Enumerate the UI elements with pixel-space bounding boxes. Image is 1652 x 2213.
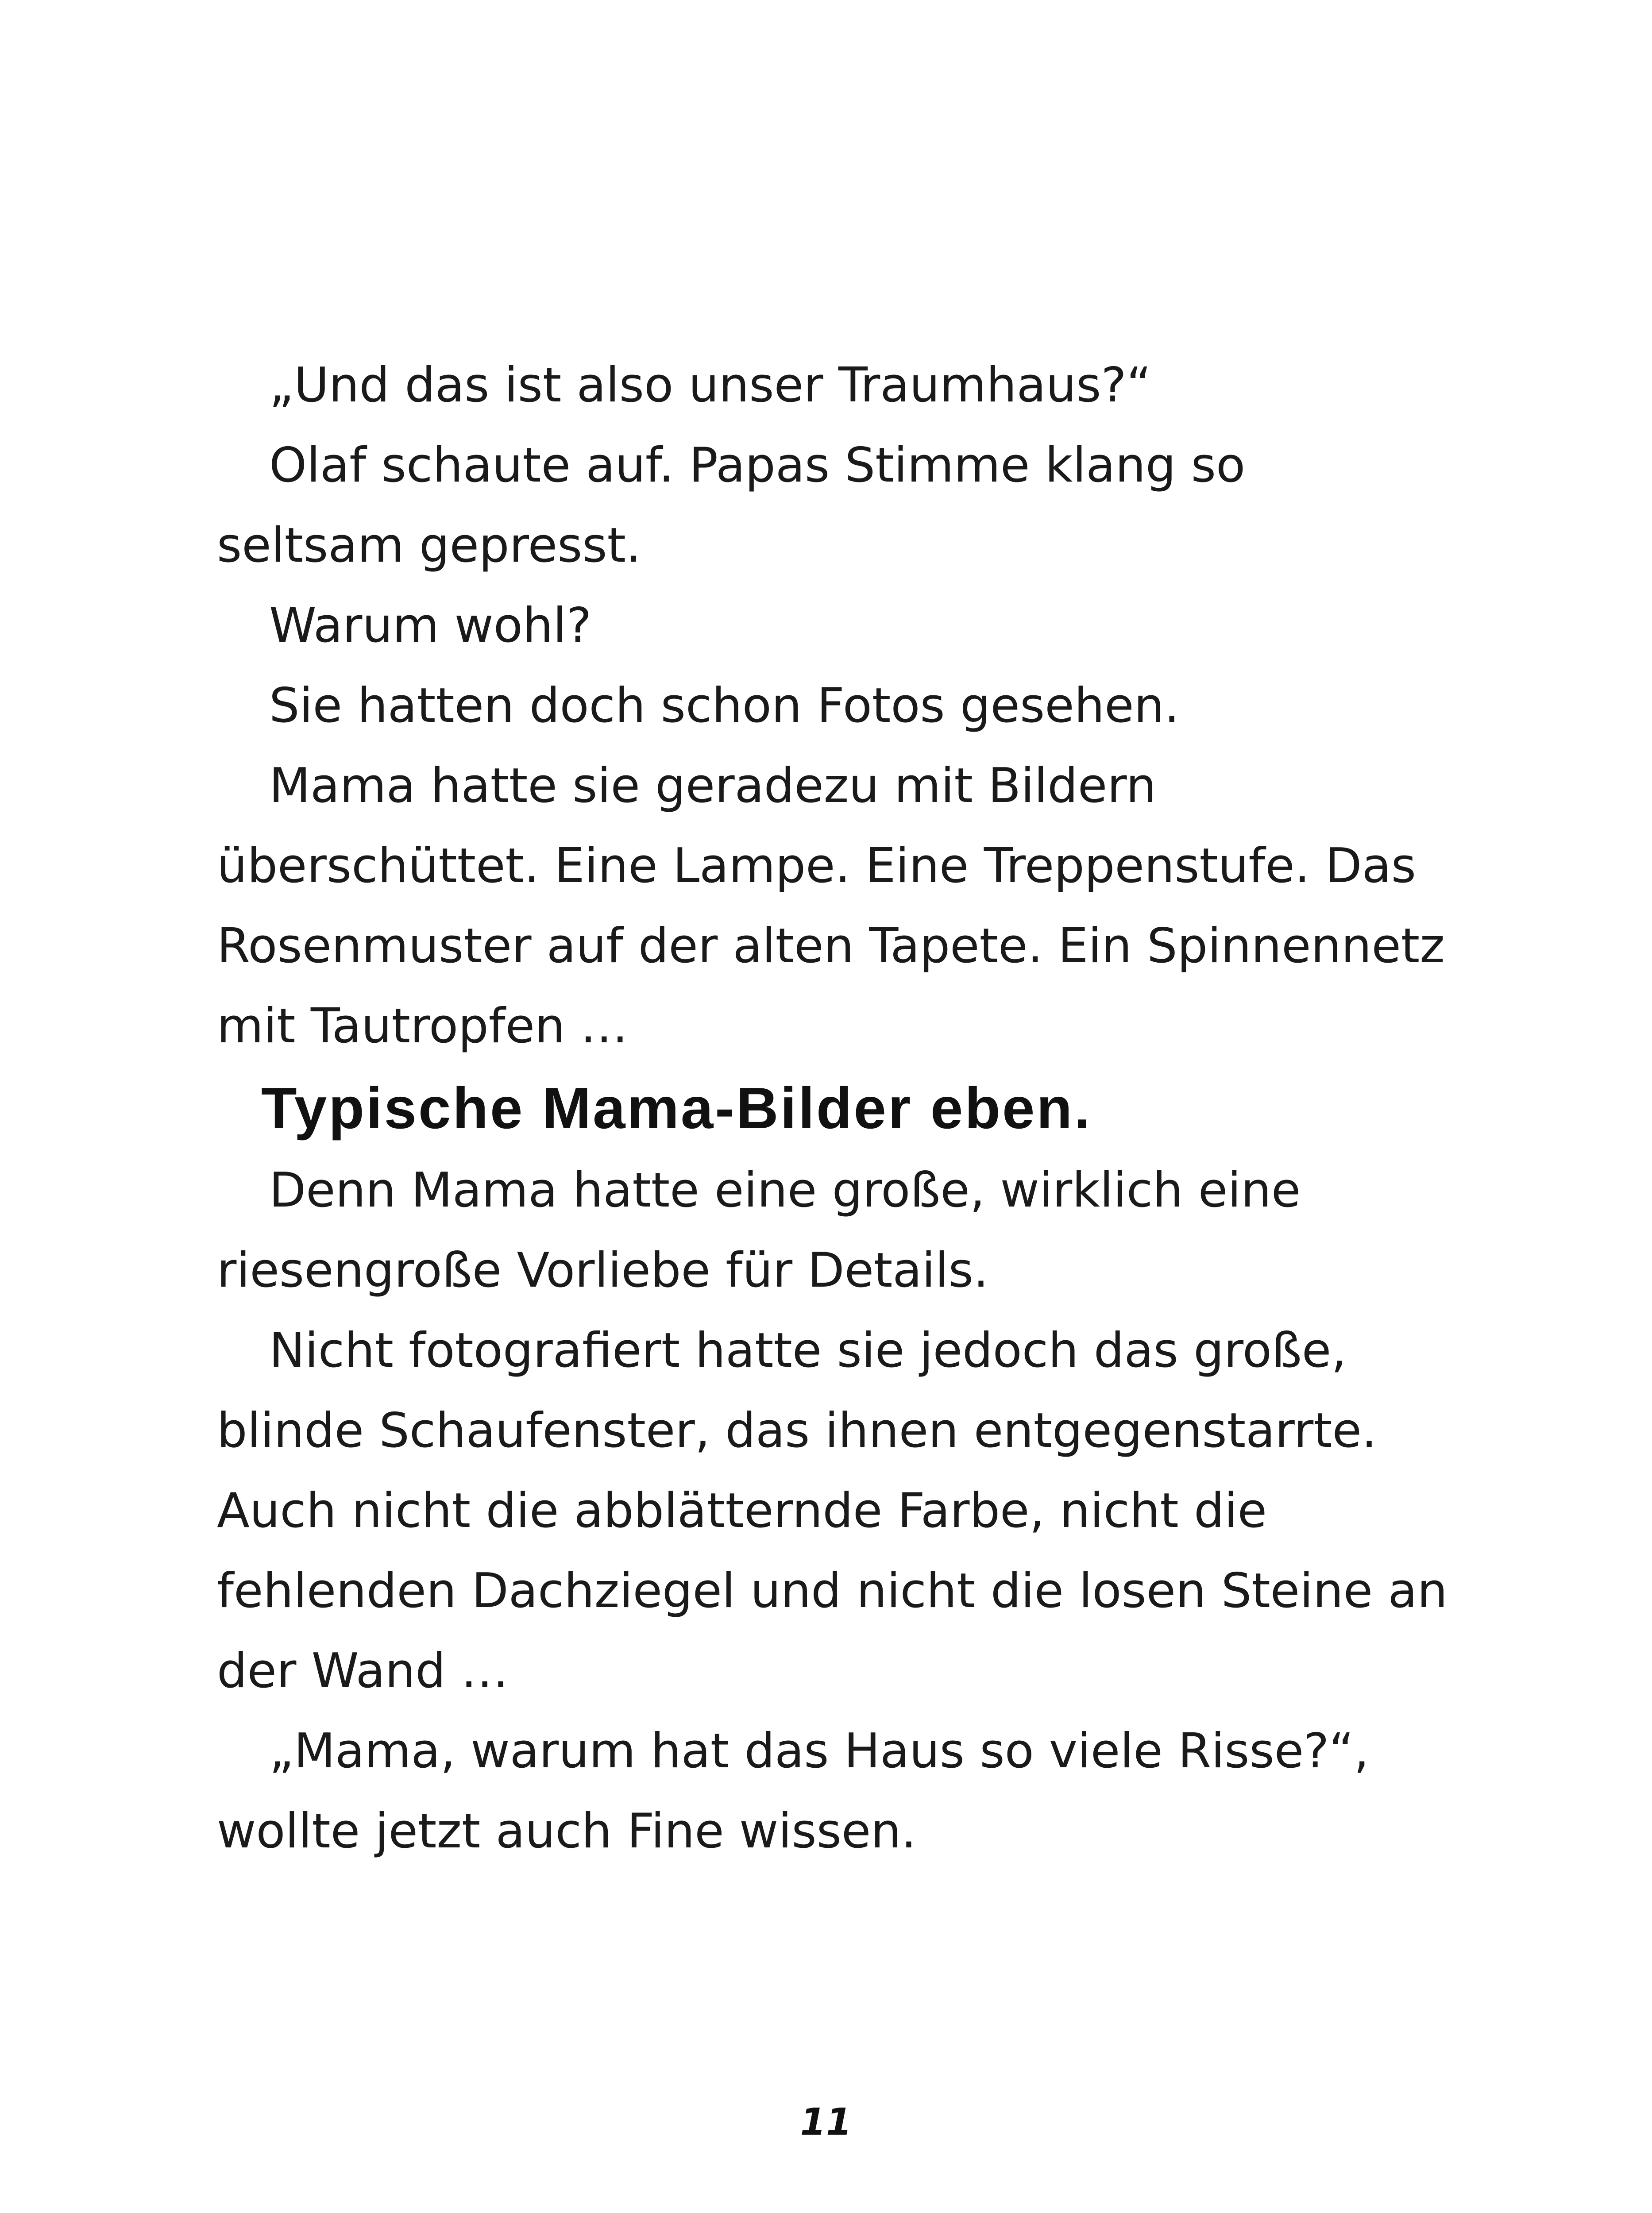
text-line: Rosenmuster auf der alten Tapete. Ein Spinnennetz <box>217 918 1445 974</box>
text-line: blinde Schaufenster, das ihnen entgegenstarrte. <box>217 1403 1377 1458</box>
body-text <box>217 345 1456 1871</box>
text-line: überschüttet. Eine Lampe. Eine Treppenstufe. Das <box>217 838 1417 894</box>
text-line: mit Tautropfen … <box>217 999 628 1054</box>
text-line: Olaf schaute auf. Papas Stimme klang so <box>269 438 1246 493</box>
emphasized-handwritten-line: Typische Mama-Bilder eben. <box>261 1076 1092 1141</box>
text-line: wollte jetzt auch Fine wissen. <box>217 1804 917 1859</box>
text-line: der Wand … <box>217 1643 509 1699</box>
text-line: fehlenden Dachziegel und nicht die losen Steine an <box>217 1563 1448 1619</box>
text-line: Mama hatte sie geradezu mit Bildern <box>269 758 1157 813</box>
text-line: „Mama, warum hat das Haus so viele Risse?“, <box>269 1723 1369 1779</box>
page-number: 11 <box>800 2100 852 2144</box>
text-line: Denn Mama hatte eine große, wirklich eine <box>269 1163 1301 1218</box>
text-line: Auch nicht die abblätternde Farbe, nicht die <box>217 1483 1267 1538</box>
text-line: Warum wohl? <box>269 598 592 653</box>
text-line: seltsam gepresst. <box>217 518 641 573</box>
text-line: Sie hatten doch schon Fotos gesehen. <box>269 678 1180 733</box>
text-line: Nicht fotografiert hatte sie jedoch das große, <box>269 1323 1347 1378</box>
text-line: „Und das ist also unser Traumhaus?“ <box>269 358 1151 413</box>
text-line: riesengroße Vorliebe für Details. <box>217 1243 989 1298</box>
